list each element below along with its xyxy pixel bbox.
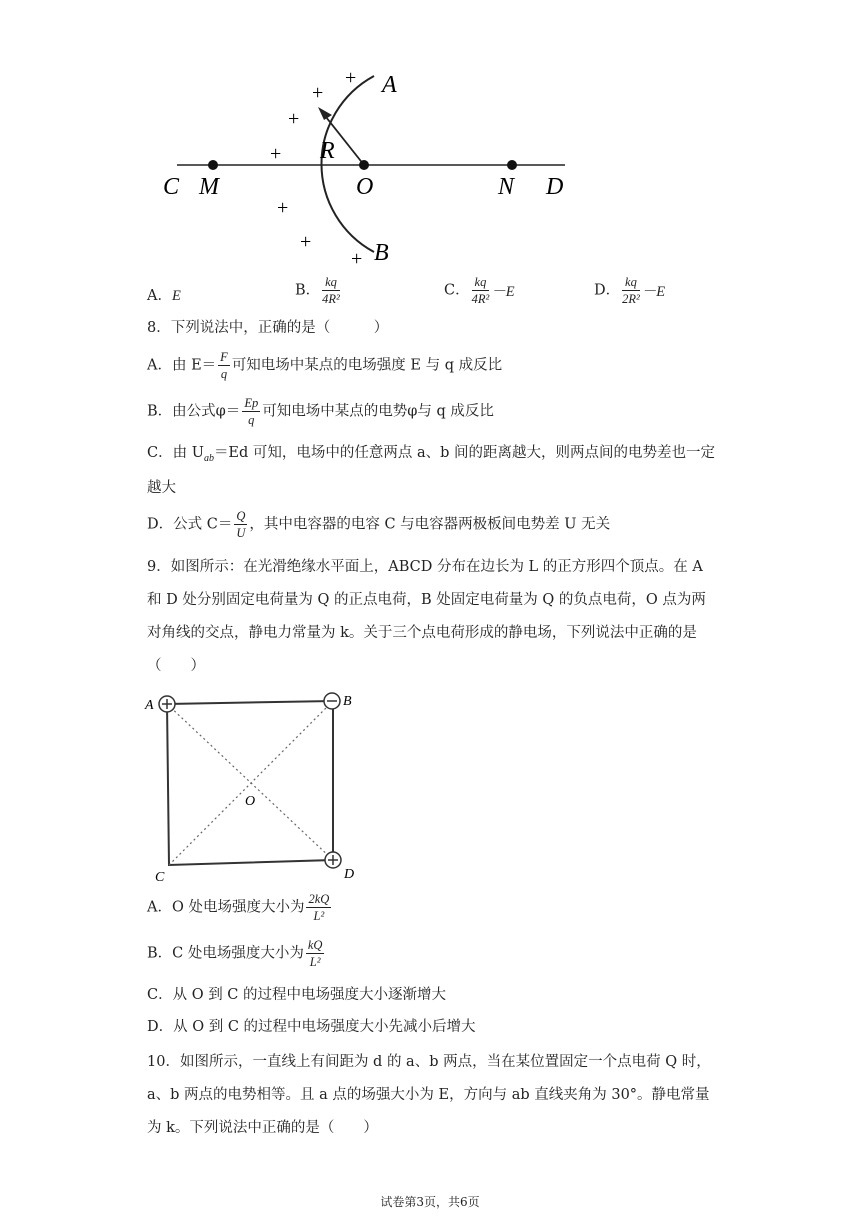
plus-sign: +	[270, 143, 282, 165]
label-d: D	[344, 867, 355, 882]
label-a: A	[145, 698, 154, 713]
label-m: M	[199, 174, 219, 200]
q9-option-a: A．O 处电场强度大小为 $\frac{2kQ}{\text{L²}}$	[147, 892, 330, 923]
label-o: O	[356, 174, 374, 200]
point-o	[359, 160, 369, 170]
negative-charge-b	[324, 693, 340, 709]
q7-option-b: B． $\frac{kq}{\text{4R²}}$	[295, 275, 340, 306]
label-a: A	[382, 72, 397, 98]
plus-sign: +	[345, 67, 357, 89]
point-n	[507, 160, 517, 170]
label-b: B	[374, 240, 389, 266]
label-d: D	[546, 174, 564, 200]
fraction: $\frac{Ep}{q}$	[244, 396, 259, 427]
label-n: N	[498, 174, 515, 200]
positive-charge-d	[325, 852, 341, 868]
plus-sign: +	[312, 82, 324, 104]
q8-option-d: D．公式 C＝ $\frac{Q}{U}$ ，其中电容器的电容 C 与电容器两极板间电势差 U 无关	[147, 509, 611, 540]
q7-option-a: A．E	[147, 288, 181, 304]
label-b: B	[343, 694, 352, 709]
label-o: O	[245, 794, 256, 809]
fraction: $\frac{kq}{\text{4R²}}$	[471, 275, 490, 306]
figure-semicircle-charges	[160, 62, 580, 272]
label-c: C	[155, 870, 165, 885]
plus-sign: +	[300, 231, 312, 253]
radius-arrowhead	[318, 107, 332, 120]
page-footer: 试卷第3页，共6页	[380, 1195, 480, 1209]
q8-option-c-line1: C．由 $U_{ab}=Ed$ 可知，电场中的任意两点 a、b 间的距离越大，则两点间的电势差也一定	[147, 445, 716, 464]
q7-option-c: C． $\frac{kq}{\text{4R²}}$ －E	[444, 275, 515, 306]
label-r: R	[320, 138, 335, 164]
q7-option-d: D． $\frac{kq}{\text{2R²}}$ －E	[594, 275, 666, 306]
fraction: $\frac{Q}{U}$	[236, 509, 246, 540]
q9-stem-line1: 9．如图所示：在光滑绝缘水平面上，ABCD 分布在边长为 L 的正方形四个顶点。在 A	[147, 559, 703, 575]
diagonal-ad	[167, 704, 333, 860]
point-m	[208, 160, 218, 170]
q10-stem-line2: a、b 两点的电势相等。且 a 点的场强大小为 E，方向与 ab 直线夹角为 30°。静电常量	[147, 1087, 710, 1103]
fraction: $\frac{kq}{\text{2R²}}$	[622, 275, 640, 306]
label-c: C	[163, 174, 180, 200]
diagonal-bc	[169, 701, 333, 865]
q10-stem-line3: 为 k。下列说法中正确的是（ ）	[147, 1120, 378, 1136]
positive-charge-a	[159, 696, 175, 712]
q8-option-a: A．由 E＝ $\frac{F}{q}$ 可知电场中某点的电场强度 E 与 q 成反比	[147, 350, 503, 381]
q9-option-b: B．C 处电场强度大小为 $\frac{kQ}{\text{L²}}$	[147, 938, 323, 969]
q8-option-b: B．由公式φ＝ $\frac{Ep}{q}$ 可知电场中某点的电势φ与 q 成反比	[147, 396, 494, 427]
plus-sign: +	[288, 108, 300, 130]
fraction: $\frac{kq}{\text{4R²}}$	[322, 275, 340, 306]
fraction: $\frac{F}{q}$	[220, 350, 228, 381]
q9-option-c: C．从 O 到 C 的过程中电场强度大小逐渐增大	[147, 987, 447, 1003]
fraction: $\frac{kQ}{\text{L²}}$	[307, 938, 323, 969]
q8-stem: 8．下列说法中，正确的是（ ）	[147, 320, 389, 336]
plus-sign: +	[351, 248, 363, 270]
figure-square-charges	[140, 688, 370, 888]
q9-stem-line3: 对角线的交点，静电力常量为 k。关于三个点电荷形成的静电场，下列说法中正确的是	[147, 625, 697, 641]
fraction: $\frac{2kQ}{\text{L²}}$	[308, 892, 330, 923]
q9-stem-line4: （ ）	[147, 658, 205, 674]
q9-option-d: D．从 O 到 C 的过程中电场强度大小先减小后增大	[147, 1019, 476, 1035]
plus-sign: +	[277, 197, 289, 219]
q7-option-a-value: E	[171, 288, 181, 304]
q10-stem-line1: 10．如图所示，一直线上有间距为 d 的 a、b 两点，当在某位置固定一个点电荷 Q 时，	[147, 1054, 711, 1070]
q8-option-c-line2: 越大	[147, 480, 176, 496]
q9-stem-line2: 和 D 处分别固定电荷量为 Q 的正点电荷，B 处固定电荷量为 Q 的负点电荷，O 点为两	[147, 592, 706, 608]
